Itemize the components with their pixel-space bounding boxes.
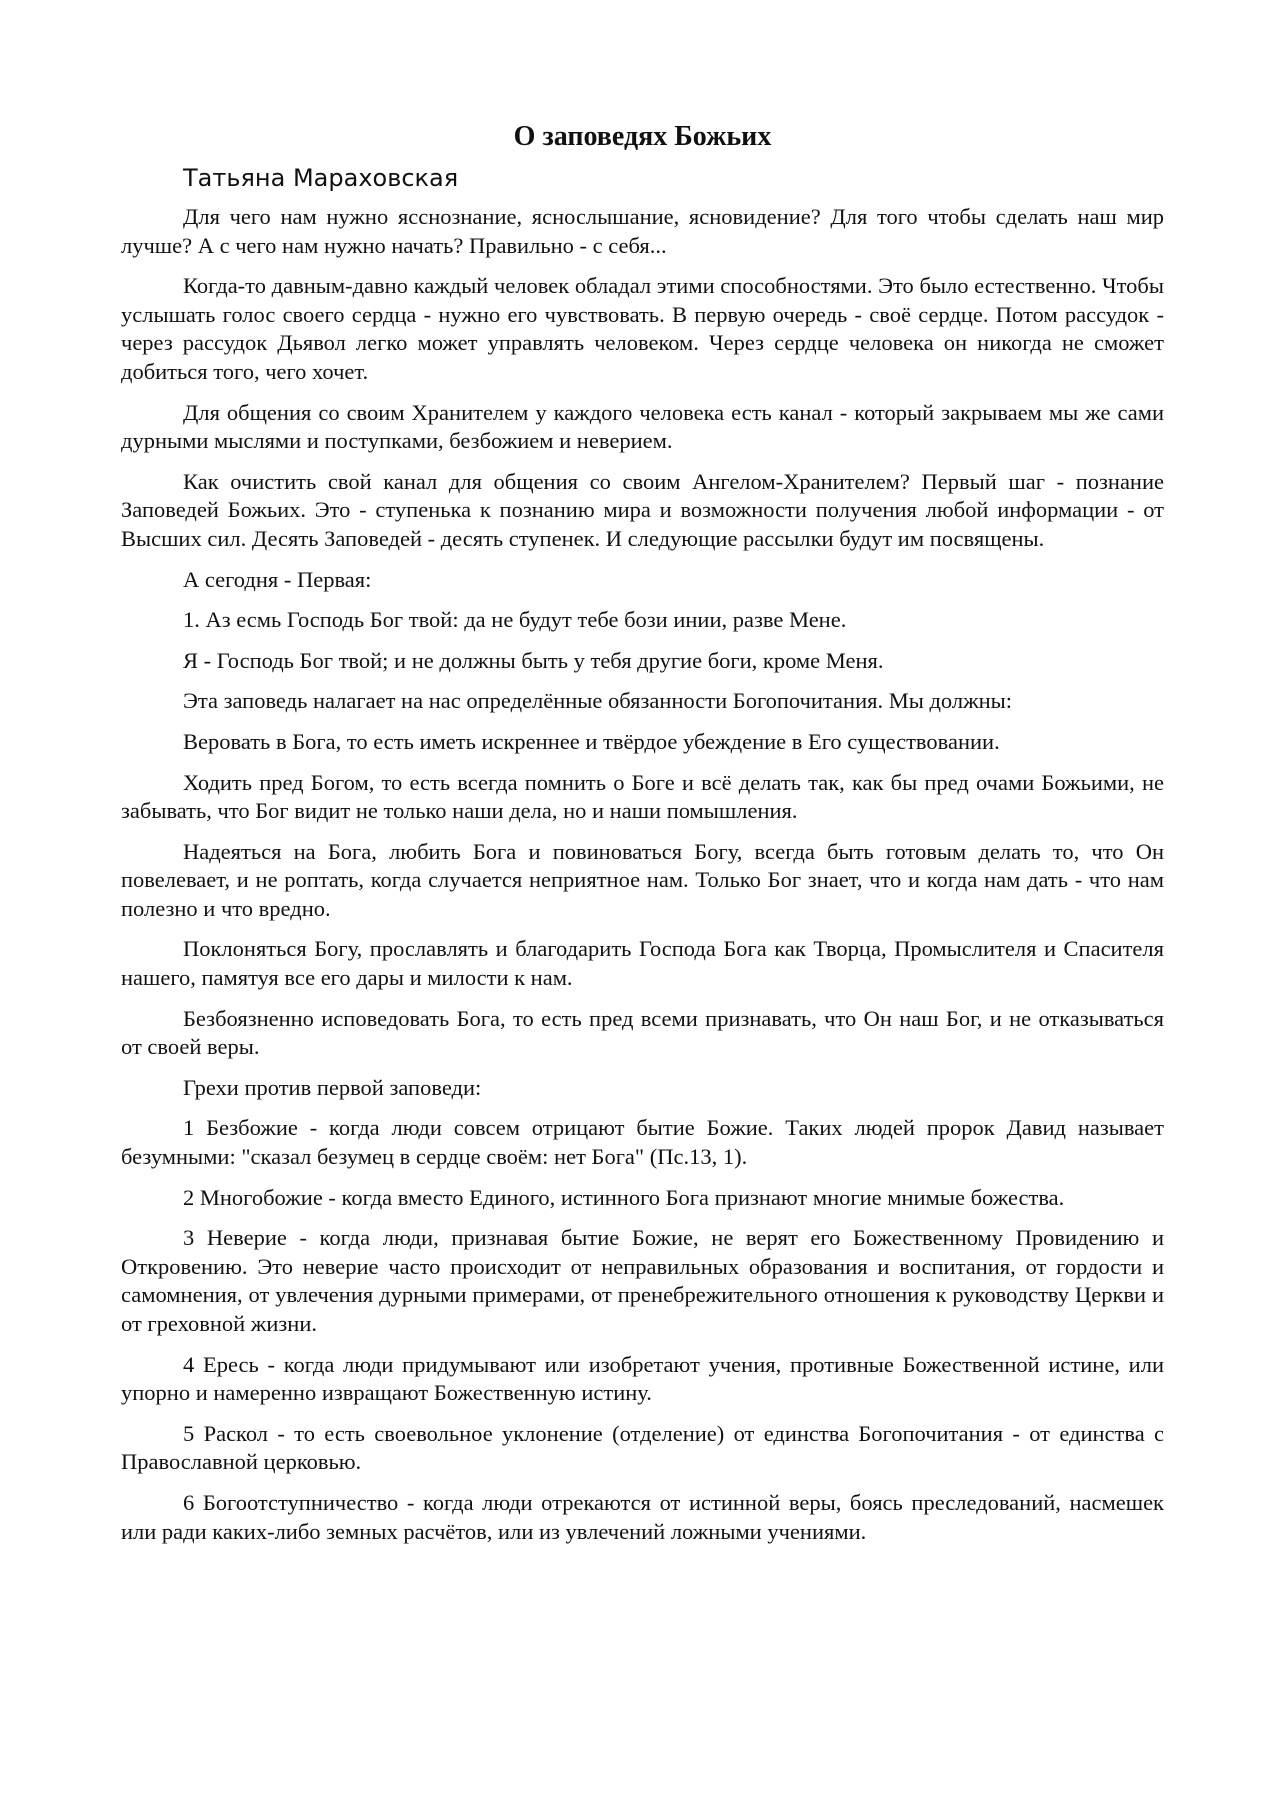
commandment-slavonic: 1. Аз есмь Господь Бог твой: да не будут тебе бози инии, разве Мене. [183, 607, 847, 633]
paragraph: Для чего нам нужно ясснознание, яснослышание, ясновидение? Для того чтобы сделать наш мир лучше? А с чего нам нужно начать? Правильно - с себя... [121, 204, 1164, 258]
duty-item: Безбоязненно исповедовать Бога, то есть пред всеми признавать, что Он наш Бог, и не отказываться от своей веры. [121, 1005, 1164, 1060]
paragraph: Когда-то давным-давно каждый человек обладал этими способностями. Это было естественно. Чтобы услышать голос своего сердца - нужно его чувствовать. В первую очередь - своё сердце. Потом рассудок - через рассудок Дьявол легко может управлять человеком. Через сердце человека он никогда не сможет добиться того, чего хочет. [121, 273, 1164, 384]
sin-item: 2 Многобожие - когда вместо Единого, истинного Бога признают многие мнимые божества. [183, 1184, 1065, 1210]
paragraph: Для общения со своим Хранителем у каждого человека есть канал - который закрываем мы же сами дурными мыслями и поступками, безбожием и неверием. [121, 399, 1164, 454]
document-title: О заповедях Божьих [513, 121, 772, 152]
author-name: Татьяна Мараховская [183, 164, 459, 192]
duty-item: Поклоняться Богу, прославлять и благодарить Господа Бога как Творца, Промыслителя и Спасителя нашего, памятуя все его дары и милости к нам. [121, 936, 1164, 991]
duty-item: Надеяться на Бога, любить Бога и повиноваться Богу, всегда быть готовым делать то, что Он повелевает, и не роптать, когда случается неприятное нам. Только Бог знает, что и когда нам дать - что нам полезно и что вредно. [121, 838, 1164, 921]
sin-item: 6 Богоотступничество - когда люди отрекаются от истинной веры, боясь преследований, насмешек или ради каких-либо земных расчётов, или из увлечений ложными учениями. [121, 1489, 1164, 1544]
sin-item: 3 Неверие - когда люди, признавая бытие Божие, не верят его Божественному Провидению и Откровению. Это неверие часто происходит от неправильных образования и воспитания, от гордости и самомнения, от увлечения дурными примерами, от пренебрежительного отношения к руководству Церкви и от греховной жизни. [121, 1225, 1164, 1336]
sin-item: 5 Раскол - то есть своевольное уклонение (отделение) от единства Богопочитания - от единства с Православной церковью. [121, 1420, 1164, 1475]
sin-item: 4 Ересь - когда люди придумывают или изобретают учения, противные Божественной истине, или упорно и намеренно извращают Божественную истину. [121, 1351, 1164, 1406]
paragraph: А сегодня - Первая: [183, 566, 372, 592]
paragraph: Эта заповедь налагает на нас определённые обязанности Богопочитания. Мы должны: [183, 688, 1013, 714]
document-body [121, 203, 1164, 1546]
sin-item: 1 Безбожие - когда люди совсем отрицают бытие Божие. Таких людей пророк Давид называет безумными: "сказал безумец в сердце своём: нет Бога" (Пс.13, 1). [121, 1115, 1164, 1170]
document-page [121, 120, 1164, 1558]
sins-heading: Грехи против первой заповеди: [183, 1074, 482, 1100]
duty-item: Ходить пред Богом, то есть всегда помнить о Боге и всё делать так, как бы пред очами Божьими, не забывать, что Бог видит не только наши дела, но и наши помышления. [121, 769, 1164, 824]
commandment-russian: Я - Господь Бог твой; и не должны быть у тебя другие боги, кроме Меня. [183, 647, 884, 673]
duty-item: Веровать в Бога, то есть иметь искреннее и твёрдое убеждение в Его существовании. [183, 728, 1000, 754]
paragraph: Как очистить свой канал для общения со своим Ангелом-Хранителем? Первый шаг - познание Заповедей Божьих. Это - ступенька к познанию мира и возможности получения любой информации - от Высших сил. Десять Заповедей - десять ступенек. И следующие рассылки будут им посвящены. [121, 468, 1164, 551]
